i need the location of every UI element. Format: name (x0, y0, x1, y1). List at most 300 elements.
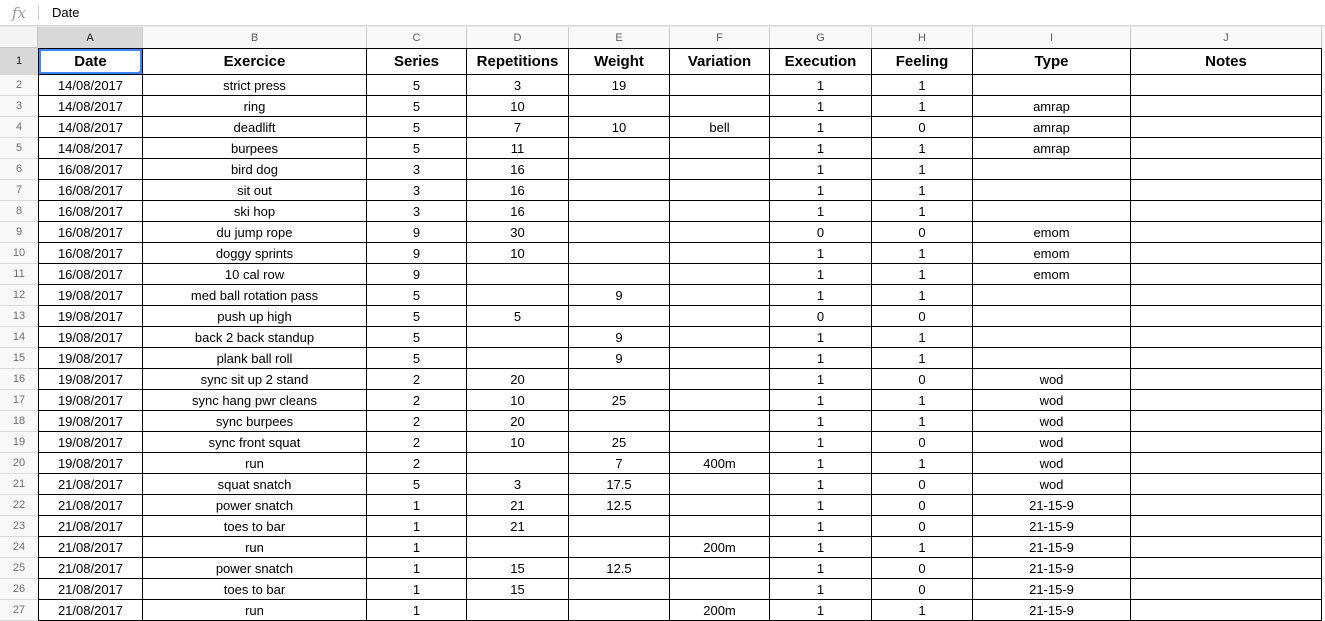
cell-G13[interactable]: 0 (770, 306, 872, 327)
row-header-3[interactable]: 3 (0, 96, 38, 117)
cell-B12[interactable]: med ball rotation pass (143, 285, 367, 306)
cell-I23[interactable]: 21-15-9 (973, 516, 1131, 537)
cell-G15[interactable]: 1 (770, 348, 872, 369)
cell-F11[interactable] (670, 264, 770, 285)
cell-H23[interactable]: 0 (872, 516, 973, 537)
cell-E17[interactable]: 25 (569, 390, 670, 411)
cell-D15[interactable] (467, 348, 569, 369)
cell-D22[interactable]: 21 (467, 495, 569, 516)
column-header-E[interactable]: E (569, 27, 670, 48)
cell-E7[interactable] (569, 180, 670, 201)
cell-J15[interactable] (1131, 348, 1322, 369)
cell-D19[interactable]: 10 (467, 432, 569, 453)
cell-J26[interactable] (1131, 579, 1322, 600)
row-header-20[interactable]: 20 (0, 453, 38, 474)
cell-D6[interactable]: 16 (467, 159, 569, 180)
cell-B22[interactable]: power snatch (143, 495, 367, 516)
cell-G27[interactable]: 1 (770, 600, 872, 621)
row-header-13[interactable]: 13 (0, 306, 38, 327)
row-header-15[interactable]: 15 (0, 348, 38, 369)
cell-J10[interactable] (1131, 243, 1322, 264)
cell-I22[interactable]: 21-15-9 (973, 495, 1131, 516)
cell-E1[interactable]: Weight (569, 48, 670, 75)
cell-F23[interactable] (670, 516, 770, 537)
cell-J14[interactable] (1131, 327, 1322, 348)
cell-J25[interactable] (1131, 558, 1322, 579)
cell-F3[interactable] (670, 96, 770, 117)
cell-H12[interactable]: 1 (872, 285, 973, 306)
cell-J8[interactable] (1131, 201, 1322, 222)
cell-G24[interactable]: 1 (770, 537, 872, 558)
cell-J2[interactable] (1131, 75, 1322, 96)
cell-I5[interactable]: amrap (973, 138, 1131, 159)
cell-D14[interactable] (467, 327, 569, 348)
cell-F10[interactable] (670, 243, 770, 264)
cell-E5[interactable] (569, 138, 670, 159)
row-header-17[interactable]: 17 (0, 390, 38, 411)
cell-F18[interactable] (670, 411, 770, 432)
cell-I16[interactable]: wod (973, 369, 1131, 390)
cell-G26[interactable]: 1 (770, 579, 872, 600)
cell-B5[interactable]: burpees (143, 138, 367, 159)
cell-E25[interactable]: 12.5 (569, 558, 670, 579)
cell-A3[interactable]: 14/08/2017 (38, 96, 143, 117)
cell-G14[interactable]: 1 (770, 327, 872, 348)
cell-E10[interactable] (569, 243, 670, 264)
cell-I18[interactable]: wod (973, 411, 1131, 432)
column-header-G[interactable]: G (770, 27, 872, 48)
cell-A21[interactable]: 21/08/2017 (38, 474, 143, 495)
cell-C1[interactable]: Series (367, 48, 467, 75)
cell-H17[interactable]: 1 (872, 390, 973, 411)
cell-A22[interactable]: 21/08/2017 (38, 495, 143, 516)
cell-A4[interactable]: 14/08/2017 (38, 117, 143, 138)
cell-C22[interactable]: 1 (367, 495, 467, 516)
cell-G25[interactable]: 1 (770, 558, 872, 579)
cell-G23[interactable]: 1 (770, 516, 872, 537)
cell-A20[interactable]: 19/08/2017 (38, 453, 143, 474)
cell-B27[interactable]: run (143, 600, 367, 621)
cell-J11[interactable] (1131, 264, 1322, 285)
row-header-23[interactable]: 23 (0, 516, 38, 537)
cell-E13[interactable] (569, 306, 670, 327)
cell-F21[interactable] (670, 474, 770, 495)
column-header-C[interactable]: C (367, 27, 467, 48)
cell-G19[interactable]: 1 (770, 432, 872, 453)
cell-A8[interactable]: 16/08/2017 (38, 201, 143, 222)
cell-J27[interactable] (1131, 600, 1322, 621)
cell-F25[interactable] (670, 558, 770, 579)
cell-H2[interactable]: 1 (872, 75, 973, 96)
cell-C24[interactable]: 1 (367, 537, 467, 558)
cell-J18[interactable] (1131, 411, 1322, 432)
cell-F27[interactable]: 200m (670, 600, 770, 621)
cell-J21[interactable] (1131, 474, 1322, 495)
cell-I20[interactable]: wod (973, 453, 1131, 474)
row-header-21[interactable]: 21 (0, 474, 38, 495)
cell-G3[interactable]: 1 (770, 96, 872, 117)
cell-C10[interactable]: 9 (367, 243, 467, 264)
cell-B16[interactable]: sync sit up 2 stand (143, 369, 367, 390)
cell-F22[interactable] (670, 495, 770, 516)
cell-B14[interactable]: back 2 back standup (143, 327, 367, 348)
cell-A19[interactable]: 19/08/2017 (38, 432, 143, 453)
cell-H13[interactable]: 0 (872, 306, 973, 327)
cell-I17[interactable]: wod (973, 390, 1131, 411)
cell-A17[interactable]: 19/08/2017 (38, 390, 143, 411)
cell-A9[interactable]: 16/08/2017 (38, 222, 143, 243)
cell-C21[interactable]: 5 (367, 474, 467, 495)
cell-C20[interactable]: 2 (367, 453, 467, 474)
cell-B6[interactable]: bird dog (143, 159, 367, 180)
cell-D5[interactable]: 11 (467, 138, 569, 159)
cell-F15[interactable] (670, 348, 770, 369)
cell-D8[interactable]: 16 (467, 201, 569, 222)
cell-I13[interactable] (973, 306, 1131, 327)
cell-B8[interactable]: ski hop (143, 201, 367, 222)
cell-E6[interactable] (569, 159, 670, 180)
cell-A14[interactable]: 19/08/2017 (38, 327, 143, 348)
cell-F19[interactable] (670, 432, 770, 453)
cell-G1[interactable]: Execution (770, 48, 872, 75)
cell-B13[interactable]: push up high (143, 306, 367, 327)
cell-G12[interactable]: 1 (770, 285, 872, 306)
cell-C15[interactable]: 5 (367, 348, 467, 369)
cell-J24[interactable] (1131, 537, 1322, 558)
cell-F1[interactable]: Variation (670, 48, 770, 75)
column-header-B[interactable]: B (143, 27, 367, 48)
cell-H1[interactable]: Feeling (872, 48, 973, 75)
row-header-26[interactable]: 26 (0, 579, 38, 600)
cell-B26[interactable]: toes to bar (143, 579, 367, 600)
cell-A6[interactable]: 16/08/2017 (38, 159, 143, 180)
cell-H5[interactable]: 1 (872, 138, 973, 159)
cell-J6[interactable] (1131, 159, 1322, 180)
cell-B1[interactable]: Exercice (143, 48, 367, 75)
cell-B11[interactable]: 10 cal row (143, 264, 367, 285)
cell-I8[interactable] (973, 201, 1131, 222)
column-header-D[interactable]: D (467, 27, 569, 48)
cell-A7[interactable]: 16/08/2017 (38, 180, 143, 201)
cell-A26[interactable]: 21/08/2017 (38, 579, 143, 600)
cell-A23[interactable]: 21/08/2017 (38, 516, 143, 537)
cell-H4[interactable]: 0 (872, 117, 973, 138)
cell-E14[interactable]: 9 (569, 327, 670, 348)
cell-I19[interactable]: wod (973, 432, 1131, 453)
cell-D10[interactable]: 10 (467, 243, 569, 264)
cell-H7[interactable]: 1 (872, 180, 973, 201)
cell-E20[interactable]: 7 (569, 453, 670, 474)
cell-C4[interactable]: 5 (367, 117, 467, 138)
cell-A5[interactable]: 14/08/2017 (38, 138, 143, 159)
cell-A2[interactable]: 14/08/2017 (38, 75, 143, 96)
cell-E8[interactable] (569, 201, 670, 222)
cell-E21[interactable]: 17.5 (569, 474, 670, 495)
cell-A15[interactable]: 19/08/2017 (38, 348, 143, 369)
cell-C9[interactable]: 9 (367, 222, 467, 243)
cell-F26[interactable] (670, 579, 770, 600)
cell-H24[interactable]: 1 (872, 537, 973, 558)
cell-D27[interactable] (467, 600, 569, 621)
cell-I6[interactable] (973, 159, 1131, 180)
cell-D16[interactable]: 20 (467, 369, 569, 390)
cell-H10[interactable]: 1 (872, 243, 973, 264)
cell-G11[interactable]: 1 (770, 264, 872, 285)
cell-C3[interactable]: 5 (367, 96, 467, 117)
cell-D2[interactable]: 3 (467, 75, 569, 96)
cell-D17[interactable]: 10 (467, 390, 569, 411)
column-header-H[interactable]: H (872, 27, 973, 48)
cell-C12[interactable]: 5 (367, 285, 467, 306)
cell-F16[interactable] (670, 369, 770, 390)
row-header-6[interactable]: 6 (0, 159, 38, 180)
cell-A27[interactable]: 21/08/2017 (38, 600, 143, 621)
cell-G6[interactable]: 1 (770, 159, 872, 180)
column-header-F[interactable]: F (670, 27, 770, 48)
cell-H8[interactable]: 1 (872, 201, 973, 222)
row-header-25[interactable]: 25 (0, 558, 38, 579)
cell-B9[interactable]: du jump rope (143, 222, 367, 243)
cell-I2[interactable] (973, 75, 1131, 96)
cell-D26[interactable]: 15 (467, 579, 569, 600)
select-all-corner[interactable] (0, 27, 38, 48)
cell-F13[interactable] (670, 306, 770, 327)
cell-B17[interactable]: sync hang pwr cleans (143, 390, 367, 411)
cell-F17[interactable] (670, 390, 770, 411)
cell-B19[interactable]: sync front squat (143, 432, 367, 453)
cell-F4[interactable]: bell (670, 117, 770, 138)
cell-D4[interactable]: 7 (467, 117, 569, 138)
column-header-A[interactable]: A (38, 27, 143, 48)
cell-E4[interactable]: 10 (569, 117, 670, 138)
cell-A1[interactable]: Date (38, 48, 143, 75)
cell-C13[interactable]: 5 (367, 306, 467, 327)
cell-C26[interactable]: 1 (367, 579, 467, 600)
cell-H25[interactable]: 0 (872, 558, 973, 579)
formula-input[interactable]: Date (52, 5, 80, 20)
cell-G5[interactable]: 1 (770, 138, 872, 159)
cell-E22[interactable]: 12.5 (569, 495, 670, 516)
column-header-J[interactable]: J (1131, 27, 1322, 48)
cell-B25[interactable]: power snatch (143, 558, 367, 579)
row-header-7[interactable]: 7 (0, 180, 38, 201)
cell-H27[interactable]: 1 (872, 600, 973, 621)
cell-E12[interactable]: 9 (569, 285, 670, 306)
cell-D23[interactable]: 21 (467, 516, 569, 537)
cell-D21[interactable]: 3 (467, 474, 569, 495)
cell-I21[interactable]: wod (973, 474, 1131, 495)
cell-D9[interactable]: 30 (467, 222, 569, 243)
cell-G18[interactable]: 1 (770, 411, 872, 432)
cell-F12[interactable] (670, 285, 770, 306)
cell-F20[interactable]: 400m (670, 453, 770, 474)
cell-D12[interactable] (467, 285, 569, 306)
cell-I25[interactable]: 21-15-9 (973, 558, 1131, 579)
cell-F2[interactable] (670, 75, 770, 96)
cell-J19[interactable] (1131, 432, 1322, 453)
cell-C17[interactable]: 2 (367, 390, 467, 411)
cell-C16[interactable]: 2 (367, 369, 467, 390)
cell-C11[interactable]: 9 (367, 264, 467, 285)
cell-I1[interactable]: Type (973, 48, 1131, 75)
cell-E3[interactable] (569, 96, 670, 117)
cell-C18[interactable]: 2 (367, 411, 467, 432)
row-header-24[interactable]: 24 (0, 537, 38, 558)
cell-E27[interactable] (569, 600, 670, 621)
cell-D24[interactable] (467, 537, 569, 558)
cell-I24[interactable]: 21-15-9 (973, 537, 1131, 558)
row-header-2[interactable]: 2 (0, 75, 38, 96)
cell-H16[interactable]: 0 (872, 369, 973, 390)
cell-C19[interactable]: 2 (367, 432, 467, 453)
cell-F9[interactable] (670, 222, 770, 243)
cell-I12[interactable] (973, 285, 1131, 306)
cell-B10[interactable]: doggy sprints (143, 243, 367, 264)
cell-A16[interactable]: 19/08/2017 (38, 369, 143, 390)
cell-F5[interactable] (670, 138, 770, 159)
cell-D1[interactable]: Repetitions (467, 48, 569, 75)
cell-C27[interactable]: 1 (367, 600, 467, 621)
cell-B23[interactable]: toes to bar (143, 516, 367, 537)
cell-H20[interactable]: 1 (872, 453, 973, 474)
cell-J16[interactable] (1131, 369, 1322, 390)
cell-J9[interactable] (1131, 222, 1322, 243)
cell-E18[interactable] (569, 411, 670, 432)
cell-H15[interactable]: 1 (872, 348, 973, 369)
cell-E26[interactable] (569, 579, 670, 600)
cell-C7[interactable]: 3 (367, 180, 467, 201)
cell-E16[interactable] (569, 369, 670, 390)
cell-A25[interactable]: 21/08/2017 (38, 558, 143, 579)
cell-H6[interactable]: 1 (872, 159, 973, 180)
cell-I14[interactable] (973, 327, 1131, 348)
cell-I27[interactable]: 21-15-9 (973, 600, 1131, 621)
cell-D13[interactable]: 5 (467, 306, 569, 327)
cell-A18[interactable]: 19/08/2017 (38, 411, 143, 432)
cell-I11[interactable]: emom (973, 264, 1131, 285)
cell-G4[interactable]: 1 (770, 117, 872, 138)
cell-D25[interactable]: 15 (467, 558, 569, 579)
cell-B21[interactable]: squat snatch (143, 474, 367, 495)
cell-H3[interactable]: 1 (872, 96, 973, 117)
cell-A10[interactable]: 16/08/2017 (38, 243, 143, 264)
cell-G7[interactable]: 1 (770, 180, 872, 201)
cell-D20[interactable] (467, 453, 569, 474)
cell-E19[interactable]: 25 (569, 432, 670, 453)
cell-E23[interactable] (569, 516, 670, 537)
cell-J12[interactable] (1131, 285, 1322, 306)
cell-H26[interactable]: 0 (872, 579, 973, 600)
cell-D11[interactable] (467, 264, 569, 285)
row-header-12[interactable]: 12 (0, 285, 38, 306)
cell-C8[interactable]: 3 (367, 201, 467, 222)
cell-D7[interactable]: 16 (467, 180, 569, 201)
cell-B2[interactable]: strict press (143, 75, 367, 96)
cell-A11[interactable]: 16/08/2017 (38, 264, 143, 285)
cell-A24[interactable]: 21/08/2017 (38, 537, 143, 558)
cell-C14[interactable]: 5 (367, 327, 467, 348)
cell-B20[interactable]: run (143, 453, 367, 474)
cell-E9[interactable] (569, 222, 670, 243)
cell-J22[interactable] (1131, 495, 1322, 516)
column-header-I[interactable]: I (973, 27, 1131, 48)
cell-E11[interactable] (569, 264, 670, 285)
row-header-18[interactable]: 18 (0, 411, 38, 432)
cell-F7[interactable] (670, 180, 770, 201)
cell-H19[interactable]: 0 (872, 432, 973, 453)
cell-C25[interactable]: 1 (367, 558, 467, 579)
cell-C6[interactable]: 3 (367, 159, 467, 180)
cell-J20[interactable] (1131, 453, 1322, 474)
row-header-14[interactable]: 14 (0, 327, 38, 348)
cell-A12[interactable]: 19/08/2017 (38, 285, 143, 306)
cell-I10[interactable]: emom (973, 243, 1131, 264)
cell-G21[interactable]: 1 (770, 474, 872, 495)
row-header-27[interactable]: 27 (0, 600, 38, 621)
cell-H21[interactable]: 0 (872, 474, 973, 495)
cell-H22[interactable]: 0 (872, 495, 973, 516)
cell-G20[interactable]: 1 (770, 453, 872, 474)
row-header-11[interactable]: 11 (0, 264, 38, 285)
cell-E24[interactable] (569, 537, 670, 558)
cell-A13[interactable]: 19/08/2017 (38, 306, 143, 327)
cell-F14[interactable] (670, 327, 770, 348)
cell-F8[interactable] (670, 201, 770, 222)
cell-I15[interactable] (973, 348, 1131, 369)
cell-I4[interactable]: amrap (973, 117, 1131, 138)
cell-I7[interactable] (973, 180, 1131, 201)
cell-I9[interactable]: emom (973, 222, 1131, 243)
cell-B15[interactable]: plank ball roll (143, 348, 367, 369)
cell-J17[interactable] (1131, 390, 1322, 411)
cell-G2[interactable]: 1 (770, 75, 872, 96)
cell-E15[interactable]: 9 (569, 348, 670, 369)
cell-B24[interactable]: run (143, 537, 367, 558)
cell-J5[interactable] (1131, 138, 1322, 159)
cell-J23[interactable] (1131, 516, 1322, 537)
cell-B7[interactable]: sit out (143, 180, 367, 201)
cell-H14[interactable]: 1 (872, 327, 973, 348)
row-header-5[interactable]: 5 (0, 138, 38, 159)
cell-G16[interactable]: 1 (770, 369, 872, 390)
cell-B4[interactable]: deadlift (143, 117, 367, 138)
row-header-19[interactable]: 19 (0, 432, 38, 453)
cell-E2[interactable]: 19 (569, 75, 670, 96)
cell-H11[interactable]: 1 (872, 264, 973, 285)
cell-D3[interactable]: 10 (467, 96, 569, 117)
cell-J4[interactable] (1131, 117, 1322, 138)
row-header-22[interactable]: 22 (0, 495, 38, 516)
cell-J3[interactable] (1131, 96, 1322, 117)
cell-H18[interactable]: 1 (872, 411, 973, 432)
cell-J7[interactable] (1131, 180, 1322, 201)
cell-C23[interactable]: 1 (367, 516, 467, 537)
row-header-1[interactable]: 1 (0, 48, 38, 75)
row-header-9[interactable]: 9 (0, 222, 38, 243)
cell-G9[interactable]: 0 (770, 222, 872, 243)
cell-C2[interactable]: 5 (367, 75, 467, 96)
row-header-8[interactable]: 8 (0, 201, 38, 222)
cell-H9[interactable]: 0 (872, 222, 973, 243)
row-header-10[interactable]: 10 (0, 243, 38, 264)
cell-J1[interactable]: Notes (1131, 48, 1322, 75)
cell-F24[interactable]: 200m (670, 537, 770, 558)
cell-G22[interactable]: 1 (770, 495, 872, 516)
cell-I3[interactable]: amrap (973, 96, 1131, 117)
cell-G8[interactable]: 1 (770, 201, 872, 222)
cell-C5[interactable]: 5 (367, 138, 467, 159)
cell-B3[interactable]: ring (143, 96, 367, 117)
